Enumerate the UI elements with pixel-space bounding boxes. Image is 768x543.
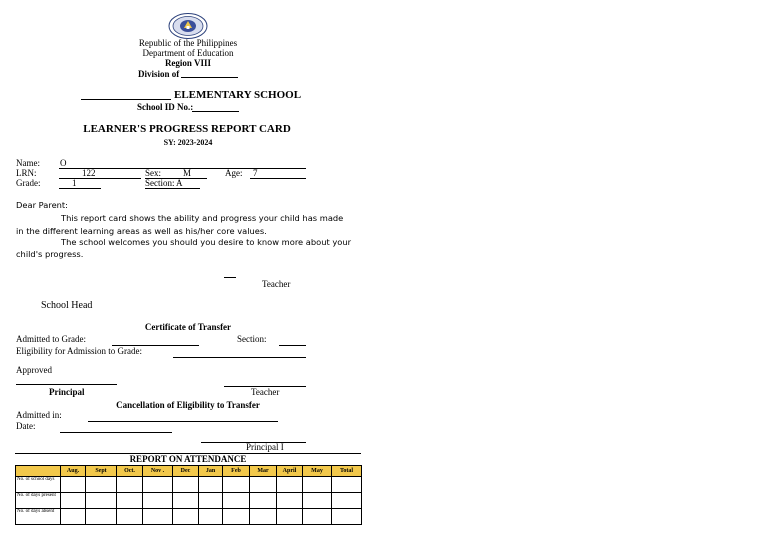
letter-greeting: Dear Parent: (16, 200, 68, 210)
school-type: ELEMENTARY SCHOOL (174, 89, 302, 101)
month-header: Aug. (61, 466, 86, 477)
date-blank (60, 432, 172, 433)
eligibility-label: Eligibility for Admission to Grade: (16, 346, 142, 356)
attendance-cell[interactable] (199, 477, 223, 493)
admitted-in-blank (88, 421, 278, 422)
attendance-cell[interactable] (277, 509, 303, 525)
grade-value: 1 (72, 178, 77, 188)
school-name-blank (81, 99, 171, 100)
attendance-cell[interactable] (61, 493, 86, 509)
transfer-teacher-label: Teacher (251, 387, 280, 397)
attendance-cell[interactable] (117, 509, 143, 525)
school-year: SY: 2023-2024 (163, 138, 213, 147)
department-line: Department of Education (142, 48, 234, 58)
attendance-cell[interactable] (277, 477, 303, 493)
school-head-label: School Head (41, 300, 93, 311)
lrn-value: 122 (82, 168, 96, 178)
grade-underline (59, 188, 101, 189)
letter-p1a: This report card shows the ability and progress your child has made (61, 213, 344, 223)
principal-label: Principal (49, 387, 85, 397)
attendance-table (15, 465, 362, 525)
attendance-cell[interactable] (143, 477, 173, 493)
attendance-cell[interactable] (61, 477, 86, 493)
attendance-cell[interactable] (303, 509, 332, 525)
transfer-section-blank (279, 345, 306, 346)
name-label: Name: (16, 158, 40, 168)
letter-p2b: child's progress. (16, 249, 84, 259)
admitted-grade-label: Admitted to Grade: (16, 334, 86, 344)
section-label: Section: (145, 178, 175, 188)
attendance-cell[interactable] (143, 493, 173, 509)
grade-label: Grade: (16, 178, 41, 188)
attendance-title: REPORT ON ATTENDANCE (129, 454, 247, 464)
table-row (16, 493, 362, 509)
republic-line: Republic of the Philippines (138, 38, 238, 48)
principal-i-label: Principal I (246, 442, 284, 452)
cancellation-title: Cancellation of Eligibility to Transfer (116, 400, 260, 410)
month-header: May (303, 466, 332, 477)
attendance-cell[interactable] (86, 493, 117, 509)
transfer-section-label: Section: (237, 334, 267, 344)
section-value: A (176, 178, 183, 188)
attendance-cell[interactable] (250, 493, 277, 509)
attendance-cell[interactable] (199, 493, 223, 509)
age-value: 7 (253, 168, 258, 178)
month-header: Feb (223, 466, 250, 477)
division-blank (181, 77, 238, 78)
attendance-cell[interactable] (223, 477, 250, 493)
table-row (16, 509, 362, 525)
region-line: Region VIII (164, 58, 212, 68)
month-header: Dec (173, 466, 199, 477)
attendance-corner-cell (16, 466, 61, 477)
attendance-cell[interactable] (332, 477, 362, 493)
month-header: April (277, 466, 303, 477)
principal-signature-line (16, 384, 117, 385)
table-row (16, 477, 362, 493)
attendance-cell[interactable] (223, 509, 250, 525)
month-header: Jan (199, 466, 223, 477)
sex-value: M (183, 168, 192, 178)
attendance-cell[interactable] (332, 509, 362, 525)
row-label: No. of days absent (16, 509, 61, 525)
attendance-cell[interactable] (199, 509, 223, 525)
attendance-cell[interactable] (303, 493, 332, 509)
row-label: No. of school days (16, 477, 61, 493)
teacher-signature-line (224, 277, 236, 278)
letter-p2a: The school welcomes you should you desire to know more about your (61, 237, 352, 247)
attendance-cell[interactable] (86, 477, 117, 493)
age-label: Age: (225, 168, 243, 178)
attendance-cell[interactable] (173, 477, 199, 493)
division-label: Division of (138, 69, 180, 79)
attendance-cell[interactable] (117, 477, 143, 493)
total-header: Total (332, 466, 362, 477)
sex-label: Sex: (145, 168, 162, 178)
deped-seal-icon (168, 13, 208, 39)
attendance-cell[interactable] (86, 509, 117, 525)
section-underline (145, 188, 200, 189)
month-header: Sept (86, 466, 117, 477)
letter-p1b: in the different learning areas as well as his/her core values. (16, 226, 267, 236)
eligibility-blank (173, 357, 306, 358)
attendance-cell[interactable] (117, 493, 143, 509)
date-label: Date: (16, 421, 36, 431)
month-header: Nov . (143, 466, 173, 477)
approved-label: Approved (16, 365, 52, 375)
admitted-in-label: Admitted in: (16, 410, 62, 420)
attendance-cell[interactable] (173, 509, 199, 525)
attendance-cell[interactable] (61, 509, 86, 525)
card-title: LEARNER'S PROGRESS REPORT CARD (83, 123, 291, 135)
attendance-cell[interactable] (223, 493, 250, 509)
month-header: Mar (250, 466, 277, 477)
age-underline (250, 178, 306, 179)
teacher-signature-label: Teacher (262, 279, 291, 289)
attendance-cell[interactable] (277, 493, 303, 509)
school-id-blank (192, 111, 239, 112)
month-header: Oct. (117, 466, 143, 477)
transfer-title: Certificate of Transfer (144, 322, 232, 332)
attendance-cell[interactable] (250, 509, 277, 525)
row-label: No. of days present (16, 493, 61, 509)
attendance-cell[interactable] (173, 493, 199, 509)
attendance-cell[interactable] (332, 493, 362, 509)
attendance-header-row (16, 466, 362, 477)
attendance-cell[interactable] (250, 477, 277, 493)
attendance-cell[interactable] (143, 509, 173, 525)
lrn-label: LRN: (16, 168, 37, 178)
school-id-label: School ID No.: (137, 102, 194, 112)
attendance-cell[interactable] (303, 477, 332, 493)
name-value: O (60, 158, 67, 168)
